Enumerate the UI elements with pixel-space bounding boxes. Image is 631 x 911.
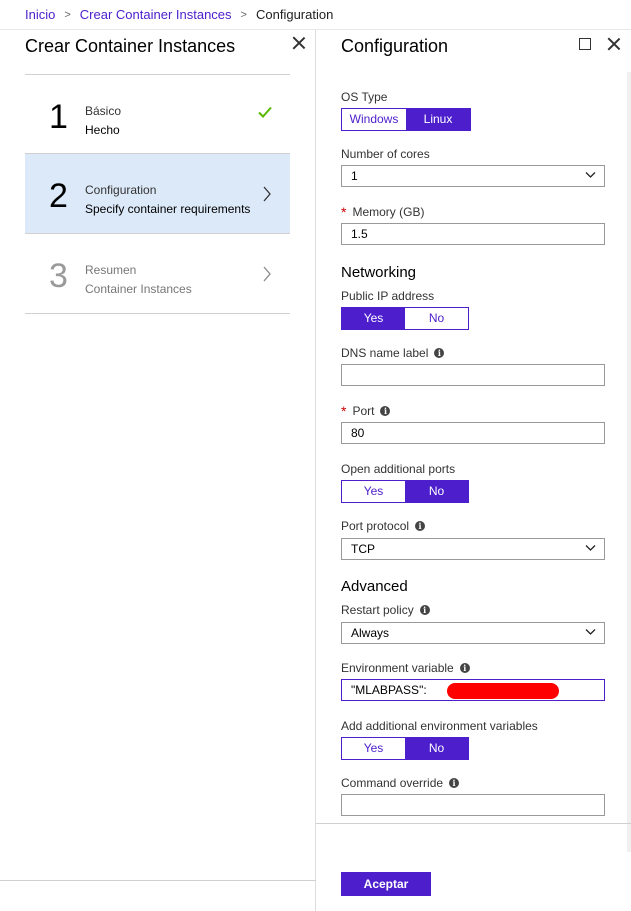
required-marker: * <box>341 204 347 220</box>
cores-value: 1 <box>351 169 358 183</box>
info-icon[interactable]: i <box>434 348 444 358</box>
chevron-right-icon <box>262 266 272 282</box>
os-type-label: OS Type <box>341 90 388 104</box>
step-number: 3 <box>49 257 68 295</box>
required-marker: * <box>341 403 347 419</box>
chevron-down-icon <box>585 628 596 636</box>
add-env-yes-option[interactable]: Yes <box>342 738 405 759</box>
port-label: * Port i <box>341 403 390 419</box>
wizard-steps <box>25 74 290 314</box>
chevron-down-icon <box>585 544 596 552</box>
open-ports-yes-option[interactable]: Yes <box>342 481 405 502</box>
env-variable-input[interactable] <box>341 679 605 701</box>
step-number: 1 <box>49 98 68 136</box>
scrollbar[interactable] <box>627 72 631 852</box>
port-protocol-value: TCP <box>351 542 375 556</box>
restart-policy-label: Restart policy i <box>341 603 430 617</box>
configuration-blade <box>316 30 631 911</box>
close-icon[interactable] <box>291 35 307 51</box>
step-title: Configuration <box>85 183 157 197</box>
networking-heading: Networking <box>341 264 417 281</box>
chevron-down-icon <box>585 171 596 179</box>
open-ports-label: Open additional ports <box>341 462 456 476</box>
blade-title: Crear Container Instances <box>25 36 236 56</box>
step-summary[interactable] <box>25 234 290 314</box>
os-type-toggle <box>341 108 471 131</box>
port-input[interactable]: 80 <box>341 422 605 444</box>
chevron-right-icon: > <box>240 8 247 21</box>
blade-footer-divider <box>0 880 316 881</box>
open-ports-no-option[interactable]: No <box>405 481 468 502</box>
public-ip-yes-option[interactable]: Yes <box>342 308 405 329</box>
step-title: Resumen <box>85 263 137 277</box>
breadcrumb-home-link[interactable]: Inicio <box>25 7 56 22</box>
add-env-toggle <box>341 737 469 760</box>
os-linux-option[interactable]: Linux <box>406 109 470 130</box>
step-configuration[interactable] <box>25 154 290 234</box>
create-wizard-blade <box>0 30 316 911</box>
os-windows-option[interactable]: Windows <box>342 109 406 130</box>
cores-select[interactable] <box>341 165 605 187</box>
breadcrumb-parent-link[interactable]: Crear Container Instances <box>79 7 232 22</box>
info-icon[interactable]: i <box>380 406 390 416</box>
info-icon[interactable]: i <box>449 778 459 788</box>
step-subtitle: Container Instances <box>85 282 192 296</box>
dns-input[interactable] <box>341 364 605 386</box>
advanced-heading: Advanced <box>341 578 408 595</box>
add-env-label: Add additional environment variables <box>341 719 538 733</box>
redaction-mark <box>447 683 559 699</box>
port-protocol-label: Port protocol i <box>341 519 425 533</box>
info-icon[interactable]: i <box>420 605 430 615</box>
command-override-input[interactable] <box>341 794 605 816</box>
open-ports-toggle <box>341 480 469 503</box>
step-basics[interactable] <box>25 74 290 154</box>
blade-title: Configuration <box>341 36 449 56</box>
public-ip-label: Public IP address <box>341 289 435 303</box>
restart-policy-value: Always <box>351 626 390 640</box>
memory-label: * Memory (GB) <box>341 204 425 220</box>
info-icon[interactable]: i <box>460 663 470 673</box>
step-title: Básico <box>85 104 122 118</box>
maximize-icon[interactable] <box>579 38 591 50</box>
command-override-label: Command override i <box>341 776 459 790</box>
restart-policy-select[interactable] <box>341 622 605 644</box>
close-icon[interactable] <box>606 36 622 52</box>
blade-footer-divider <box>316 823 631 824</box>
info-icon[interactable]: i <box>415 521 425 531</box>
breadcrumb <box>0 0 631 30</box>
chevron-right-icon <box>262 186 272 202</box>
breadcrumb-current: Configuration <box>255 7 334 22</box>
memory-input[interactable]: 1.5 <box>341 223 605 245</box>
env-variable-value: "MLABPASS": <box>351 683 427 697</box>
cores-label: Number of cores <box>341 147 430 161</box>
dns-label: DNS name label i <box>341 346 444 360</box>
public-ip-no-option[interactable]: No <box>405 308 468 329</box>
accept-button[interactable]: Aceptar <box>341 872 431 896</box>
step-number: 2 <box>49 177 68 215</box>
step-subtitle: Specify container requirements <box>85 202 251 216</box>
add-env-no-option[interactable]: No <box>405 738 468 759</box>
port-protocol-select[interactable] <box>341 538 605 560</box>
check-icon <box>258 105 272 119</box>
public-ip-toggle <box>341 307 469 330</box>
env-variable-label: Environment variable i <box>341 661 470 675</box>
step-subtitle: Hecho <box>85 123 120 137</box>
chevron-right-icon: > <box>64 8 71 21</box>
